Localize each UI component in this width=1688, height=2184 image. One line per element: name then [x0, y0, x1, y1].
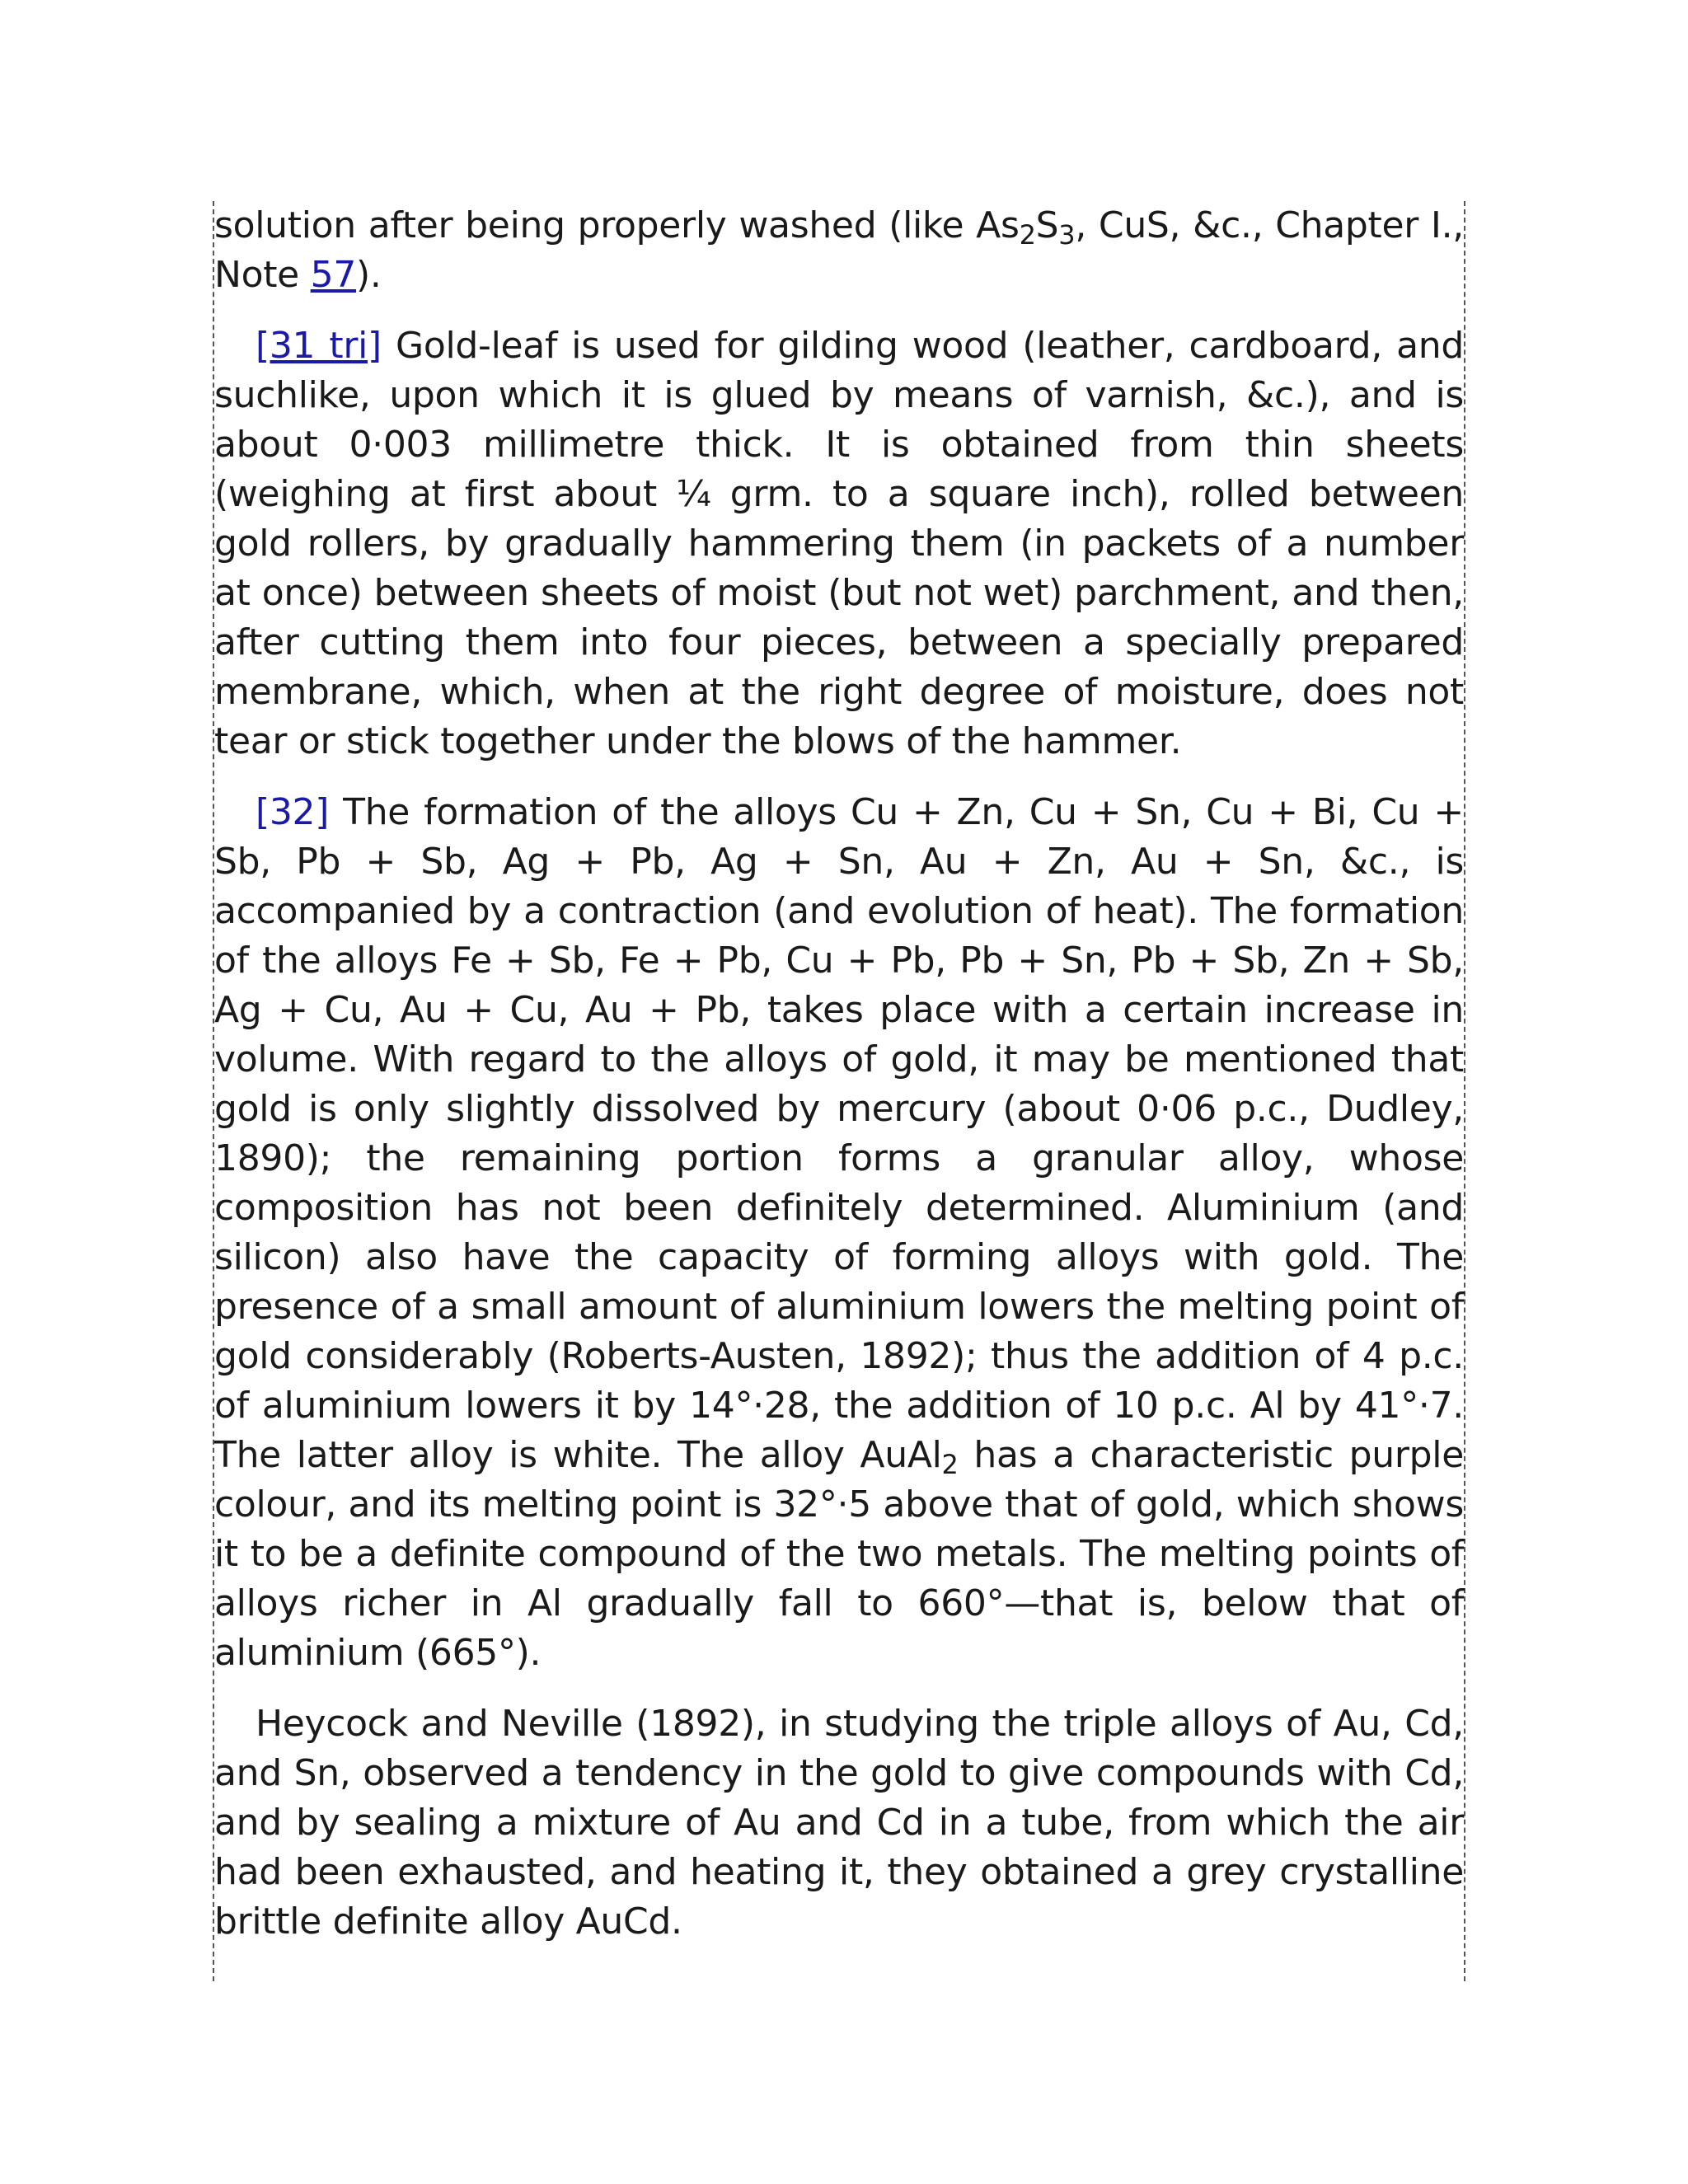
paragraph-heycock-neville: [214, 1699, 1464, 1947]
paragraph-text: Heycock and Neville (1892), in studying the triple alloys of Au, Cd, and Sn, observed a tendency in the gold to give compounds with Cd, and by sealing a mixture of Au and Cd in a tube, from which the air had been exhausted, and heating it, they obtained a grey crystalline brittle definite alloy AuCd.: [214, 1703, 1464, 1943]
footnote-ref-32[interactable]: [32]: [256, 791, 330, 833]
footnote-ref-31-tri[interactable]: [31 tri]: [256, 325, 382, 367]
subscript: 3: [1058, 219, 1076, 251]
text-run: S: [1035, 204, 1059, 246]
footnote-text: has a characteristic purple colour, and its melting point is 32°·5 above that of gold, which shows it to be a definite compound of the two metals. The melting points of alloys richer in Al gradually fall to 660°—that is, below that of aluminium (665°).: [214, 1434, 1464, 1674]
footnote-32: [214, 788, 1464, 1678]
text-run: solution after being properly washed (like As: [214, 204, 1020, 246]
text-run: , CuS, &c., Chapter I., Note: [214, 204, 1464, 296]
paragraph-continuation: [214, 201, 1464, 300]
footnote-31-tri: [214, 321, 1464, 766]
footnote-text: The formation of the alloys Cu + Zn, Cu + Sn, Cu + Bi, Cu + Sb, Pb + Sb, Ag + Pb, Ag + Sn, Au + Zn, Au + Sn, &c., is accompanied by a contraction (and evolution of heat). The formation of the alloys Fe + Sb, Fe + Pb, Cu + Pb, Pb + Sn, Pb + Sb, Zn + Sb, Ag + Cu, Au + Cu, Au + Pb, takes place with a certain increase in volume. With regard to the alloys of gold, it may be mentioned that gold is only slightly dissolved by mercury (about 0·06 p.c., Dudley, 1890); the remaining portion forms a granular alloy, whose composition has not been definitely determined. Aluminium (and silicon) also have the capacity of forming alloys with gold. The presence of a small amount of aluminium lowers the melting point of gold considerably (Roberts-Austen, 1892); thus the addition of 4 p.c. of aluminium lowers it by 14°·28, the addition of 10 p.c. Al by 41°·7. The latter alloy is white. The alloy AuAl: [214, 791, 1464, 1476]
text-run: ).: [356, 254, 382, 296]
subscript: 2: [1019, 219, 1036, 251]
footnote-text: Gold-leaf is used for gilding wood (leather, cardboard, and suchlike, upon which it is glued by means of varnish, &c.), and is about 0·003 millimetre thick. It is obtained from thin sheets (weighing at first about ¼ grm. to a square inch), rolled between gold rollers, by gradually hammering them (in packets of a number at once) between sheets of moist (but not wet) parchment, and then, after cutting them into four pieces, between a specially prepared membrane, which, when at the right degree of moisture, does not tear or stick together under the blows of the hammer.: [214, 325, 1465, 762]
subscript: 2: [941, 1449, 959, 1480]
document-body: [214, 201, 1464, 1968]
note-57-link[interactable]: 57: [310, 254, 357, 296]
page-frame: [213, 201, 1465, 1981]
